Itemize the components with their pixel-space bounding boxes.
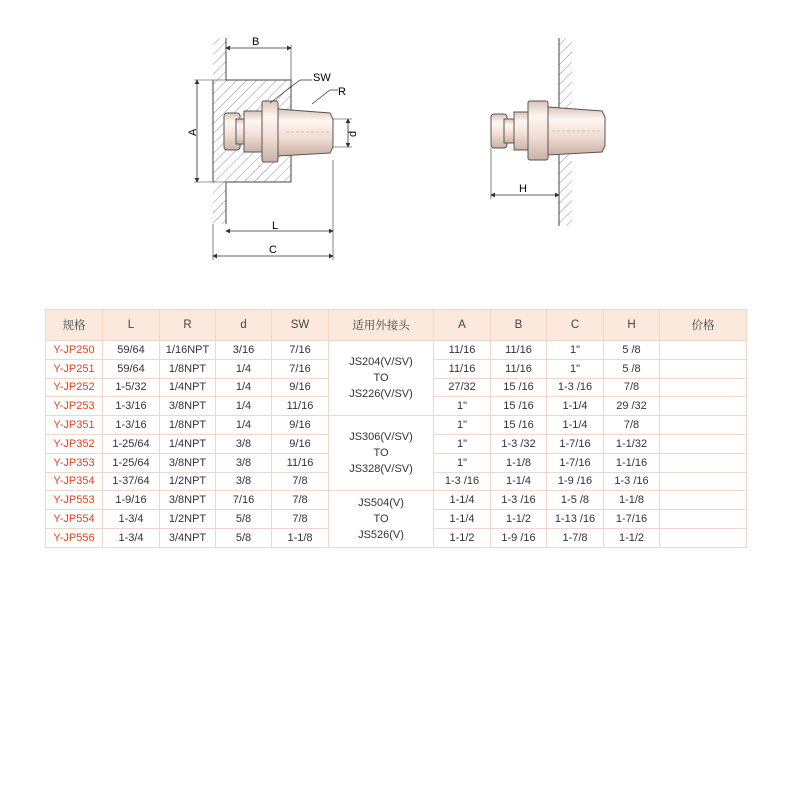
coupler-line: JS306(V/SV) xyxy=(349,431,413,444)
label-d: d xyxy=(347,130,359,137)
cell-d: 5/8 xyxy=(216,528,272,547)
cell-h: 7/8 xyxy=(604,378,660,397)
cell-d: 3/8 xyxy=(216,453,272,472)
cell-a: 1-1/4 xyxy=(434,510,491,529)
cell-c: 1-1/4 xyxy=(547,397,604,416)
label-SW: SW xyxy=(313,72,331,84)
cell-b: 15 /16 xyxy=(491,378,547,397)
cell-l: 59/64 xyxy=(103,359,160,378)
cell-price xyxy=(660,510,747,529)
coupler-line: TO xyxy=(373,447,389,460)
coupler-line: JS204(V/SV) xyxy=(349,356,413,369)
cell-r: 1/4NPT xyxy=(160,378,216,397)
cell-c: 1-1/4 xyxy=(547,416,604,435)
cell-sw: 9/16 xyxy=(272,378,329,397)
cell-model: Y-JP253 xyxy=(46,397,103,416)
cell-d: 1/4 xyxy=(216,359,272,378)
cell-a: 1-3 /16 xyxy=(434,472,491,491)
cell-r: 1/4NPT xyxy=(160,434,216,453)
cell-sw: 1-1/8 xyxy=(272,528,329,547)
coupler-line: JS504(V) xyxy=(358,497,404,510)
cell-price xyxy=(660,359,747,378)
cell-model: Y-JP556 xyxy=(46,528,103,547)
cell-model: Y-JP354 xyxy=(46,472,103,491)
cell-d: 3/16 xyxy=(216,341,272,360)
cell-l: 1-25/64 xyxy=(103,453,160,472)
table-header-row xyxy=(46,310,747,341)
cell-d: 1/4 xyxy=(216,397,272,416)
cell-h: 1-1/2 xyxy=(604,528,660,547)
cell-l: 1-37/64 xyxy=(103,472,160,491)
cell-model: Y-JP250 xyxy=(46,341,103,360)
cell-c: 1" xyxy=(547,359,604,378)
cell-c: 1-13 /16 xyxy=(547,510,604,529)
cell-sw: 7/8 xyxy=(272,472,329,491)
cell-price xyxy=(660,397,747,416)
cell-price xyxy=(660,472,747,491)
label-L: L xyxy=(272,220,279,232)
cell-l: 1-3/4 xyxy=(103,510,160,529)
cell-c: 1-9 /16 xyxy=(547,472,604,491)
column-header: H xyxy=(604,310,660,341)
cell-h: 5 /8 xyxy=(604,359,660,378)
table-row xyxy=(46,416,747,435)
cell-l: 1-3/16 xyxy=(103,416,160,435)
cell-model: Y-JP251 xyxy=(46,359,103,378)
cell-sw: 11/16 xyxy=(272,453,329,472)
cell-a: 11/16 xyxy=(434,359,491,378)
cell-h: 1-1/16 xyxy=(604,453,660,472)
cell-l: 1-25/64 xyxy=(103,434,160,453)
cell-a: 1" xyxy=(434,397,491,416)
label-B: B xyxy=(252,36,260,48)
cell-l: 1-9/16 xyxy=(103,491,160,510)
cell-h: 1-1/32 xyxy=(604,434,660,453)
cell-sw: 7/8 xyxy=(272,491,329,510)
cell-sw: 11/16 xyxy=(272,397,329,416)
cell-l: 1-3/16 xyxy=(103,397,160,416)
cell-a: 1" xyxy=(434,434,491,453)
table-row xyxy=(46,491,747,510)
cell-model: Y-JP252 xyxy=(46,378,103,397)
cell-b: 1-3 /16 xyxy=(491,491,547,510)
column-header: 规格 xyxy=(46,310,103,341)
cell-c: 1-3 /16 xyxy=(547,378,604,397)
column-header: SW xyxy=(272,310,329,341)
cell-price xyxy=(660,491,747,510)
cell-r: 1/16NPT xyxy=(160,341,216,360)
coupler-line: JS328(V/SV) xyxy=(349,463,413,476)
cell-c: 1-7/16 xyxy=(547,453,604,472)
cell-h: 1-1/8 xyxy=(604,491,660,510)
column-header: C xyxy=(547,310,604,341)
label-R: R xyxy=(338,86,346,98)
cell-d: 7/16 xyxy=(216,491,272,510)
cell-model: Y-JP554 xyxy=(46,510,103,529)
cell-h: 7/8 xyxy=(604,416,660,435)
cell-l: 59/64 xyxy=(103,341,160,360)
cell-model: Y-JP553 xyxy=(46,491,103,510)
table-row xyxy=(46,341,747,360)
cell-d: 3/8 xyxy=(216,434,272,453)
cell-price xyxy=(660,341,747,360)
cell-a: 1" xyxy=(434,453,491,472)
column-header: A xyxy=(434,310,491,341)
cell-c: 1-5 /8 xyxy=(547,491,604,510)
cell-h: 5 /8 xyxy=(604,341,660,360)
cell-h: 29 /32 xyxy=(604,397,660,416)
table-body xyxy=(46,341,747,548)
right-view xyxy=(491,38,605,226)
cell-c: 1" xyxy=(547,341,604,360)
cell-r: 1/2NPT xyxy=(160,472,216,491)
spec-table xyxy=(45,309,747,548)
column-header: R xyxy=(160,310,216,341)
cell-c: 1-7/16 xyxy=(547,434,604,453)
cell-d: 1/4 xyxy=(216,416,272,435)
cell-r: 3/8NPT xyxy=(160,453,216,472)
cell-b: 1-1/8 xyxy=(491,453,547,472)
cell-a: 1" xyxy=(434,416,491,435)
cell-a: 1-1/2 xyxy=(434,528,491,547)
cell-compatible-coupler xyxy=(329,416,434,491)
cell-d: 1/4 xyxy=(216,378,272,397)
cell-r: 1/8NPT xyxy=(160,359,216,378)
cell-b: 1-9 /16 xyxy=(491,528,547,547)
coupler-line: JS526(V) xyxy=(358,529,404,542)
cell-l: 1-3/4 xyxy=(103,528,160,547)
cell-price xyxy=(660,453,747,472)
cell-l: 1-5/32 xyxy=(103,378,160,397)
cell-compatible-coupler xyxy=(329,491,434,547)
technical-drawing xyxy=(0,0,790,290)
cell-r: 1/8NPT xyxy=(160,416,216,435)
coupler-line: TO xyxy=(373,372,389,385)
cell-a: 1-1/4 xyxy=(434,491,491,510)
cell-r: 3/4NPT xyxy=(160,528,216,547)
column-header: 适用外接头 xyxy=(329,310,434,341)
label-C: C xyxy=(269,244,277,256)
cell-sw: 9/16 xyxy=(272,416,329,435)
cell-price xyxy=(660,416,747,435)
cell-price xyxy=(660,378,747,397)
coupler-line: JS226(V/SV) xyxy=(349,388,413,401)
cell-b: 11/16 xyxy=(491,341,547,360)
coupler-line: TO xyxy=(373,513,389,526)
cell-compatible-coupler xyxy=(329,341,434,416)
cell-model: Y-JP351 xyxy=(46,416,103,435)
cell-r: 3/8NPT xyxy=(160,397,216,416)
column-header: 价格 xyxy=(660,310,747,341)
cell-r: 3/8NPT xyxy=(160,491,216,510)
cell-price xyxy=(660,528,747,547)
cell-b: 15 /16 xyxy=(491,397,547,416)
cell-a: 27/32 xyxy=(434,378,491,397)
cell-c: 1-7/8 xyxy=(547,528,604,547)
cell-sw: 9/16 xyxy=(272,434,329,453)
cell-b: 1-1/4 xyxy=(491,472,547,491)
cell-b: 1-1/2 xyxy=(491,510,547,529)
label-H: H xyxy=(519,183,527,195)
cell-price xyxy=(660,434,747,453)
cell-a: 11/16 xyxy=(434,341,491,360)
cell-h: 1-3 /16 xyxy=(604,472,660,491)
cell-model: Y-JP352 xyxy=(46,434,103,453)
cell-sw: 7/16 xyxy=(272,359,329,378)
cell-d: 5/8 xyxy=(216,510,272,529)
column-header: d xyxy=(216,310,272,341)
cell-h: 1-7/16 xyxy=(604,510,660,529)
left-view xyxy=(187,36,359,260)
cell-d: 3/8 xyxy=(216,472,272,491)
cell-sw: 7/16 xyxy=(272,341,329,360)
cell-sw: 7/8 xyxy=(272,510,329,529)
column-header: B xyxy=(491,310,547,341)
cell-b: 15 /16 xyxy=(491,416,547,435)
cell-r: 1/2NPT xyxy=(160,510,216,529)
label-A: A xyxy=(187,128,199,136)
cell-b: 1-3 /32 xyxy=(491,434,547,453)
cell-b: 11/16 xyxy=(491,359,547,378)
cell-model: Y-JP353 xyxy=(46,453,103,472)
column-header: L xyxy=(103,310,160,341)
